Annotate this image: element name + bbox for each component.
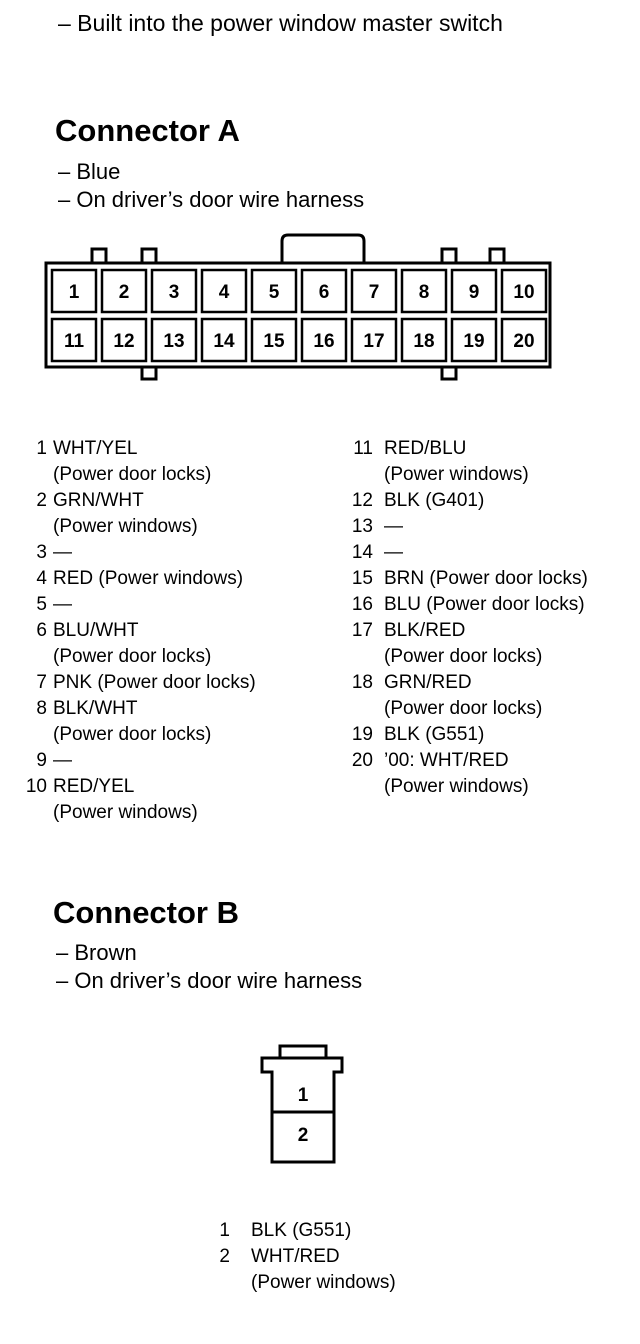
pin-wire: BLK/RED xyxy=(384,620,466,641)
pin-note: (Power door locks) xyxy=(384,646,543,667)
connector-b-lock-tab xyxy=(280,1046,326,1058)
pin-wire: — xyxy=(53,750,72,771)
connector-a-key-top-3 xyxy=(442,249,456,263)
connector-b-diagram xyxy=(240,1040,360,1170)
connector-a-key-top-1 xyxy=(92,249,106,263)
pin-row xyxy=(14,540,256,566)
connector-a-pinout-right xyxy=(340,436,588,800)
pin-note: (Power door locks) xyxy=(53,724,212,745)
pin-row xyxy=(14,774,256,826)
pin-note: (Power windows) xyxy=(384,776,529,797)
pin-wire: RED/YEL xyxy=(53,776,135,797)
pin-row xyxy=(340,618,588,670)
pin-number: 5 xyxy=(36,594,47,615)
pin-row xyxy=(200,1218,396,1244)
pin-note: (Power door locks) xyxy=(53,646,212,667)
pin-number: 17 xyxy=(351,620,373,641)
pin-number: 1 xyxy=(219,1220,230,1241)
pin-number: 11 xyxy=(353,438,373,459)
pin-wire: BLK (G401) xyxy=(384,490,485,511)
connector-b-pinout xyxy=(200,1218,396,1296)
connector-a-key-top-4 xyxy=(490,249,504,263)
pin-row xyxy=(340,514,588,540)
pin-row xyxy=(14,592,256,618)
connector-a-cavity-bottom-label: 12 xyxy=(113,331,135,352)
pin-row xyxy=(340,566,588,592)
pin-row xyxy=(340,488,588,514)
connector-b-cavities xyxy=(298,1085,309,1146)
connector-a-cavity-top-label: 3 xyxy=(168,282,180,303)
connector-a-cavity-top-label: 2 xyxy=(118,282,130,303)
pin-number: 18 xyxy=(351,672,373,693)
connector-b-details xyxy=(56,939,362,995)
connector-a-cavity-top-label: 4 xyxy=(218,282,230,303)
pin-wire: RED (Power windows) xyxy=(53,568,244,589)
pin-wire: — xyxy=(53,594,72,615)
pin-wire: BLU (Power door locks) xyxy=(384,594,585,615)
pin-number: 2 xyxy=(219,1246,230,1267)
pin-number: 16 xyxy=(351,594,373,615)
pin-number: 15 xyxy=(351,568,373,589)
pin-number: 1 xyxy=(36,438,47,459)
pin-wire: — xyxy=(384,516,403,537)
pin-wire: WHT/RED xyxy=(251,1246,340,1267)
connector-a-cavity-bottom-label: 15 xyxy=(263,331,285,352)
connector-b-cavity-label: 1 xyxy=(297,1085,309,1106)
pin-number: 7 xyxy=(36,672,47,693)
pin-wire: BLK (G551) xyxy=(384,724,485,745)
connector-a-cavity-bottom-label: 18 xyxy=(413,331,435,352)
pin-row xyxy=(340,722,588,748)
pin-row xyxy=(14,436,256,488)
connector-a-cavity-bottom-label: 14 xyxy=(213,331,235,352)
connector-a-cavity-top-label: 5 xyxy=(268,282,280,303)
connector-b-location: – On driver’s door wire harness xyxy=(56,968,363,993)
connector-a-cavity-top-label: 9 xyxy=(468,282,480,303)
pin-note: (Power windows) xyxy=(384,464,529,485)
pin-row xyxy=(200,1244,396,1296)
pin-wire: — xyxy=(384,542,403,563)
connector-a-cavity-top-label: 10 xyxy=(513,282,535,303)
pin-wire: GRN/RED xyxy=(384,672,472,693)
pin-number: 6 xyxy=(36,620,47,641)
connector-a-cavity-top-label: 6 xyxy=(318,282,330,303)
pin-wire: RED/BLU xyxy=(384,438,467,459)
pin-note: (Power door locks) xyxy=(384,698,543,719)
connector-a-key-bottom-1 xyxy=(142,367,156,379)
connector-a-cavity-top-label: 1 xyxy=(68,282,80,303)
connector-a-diagram xyxy=(0,225,640,385)
pin-number: 20 xyxy=(351,750,373,771)
pin-wire: BRN (Power door locks) xyxy=(384,568,588,589)
pin-number: 2 xyxy=(36,490,47,511)
pin-note: (Power windows) xyxy=(53,802,198,823)
connector-a-cavities xyxy=(52,270,546,361)
pin-number: 4 xyxy=(36,568,47,589)
pin-number: 19 xyxy=(351,724,373,745)
pin-number: 8 xyxy=(36,698,47,719)
connector-a-cavity-bottom-label: 13 xyxy=(163,331,185,352)
pin-row xyxy=(340,540,588,566)
connector-b-housing xyxy=(262,1058,342,1162)
pin-number: 10 xyxy=(25,776,47,797)
pin-wire: GRN/WHT xyxy=(53,490,144,511)
pin-number: 13 xyxy=(351,516,373,537)
connector-a-cavity-bottom-label: 11 xyxy=(63,331,85,352)
connector-a-title: Connector A xyxy=(55,113,240,148)
pin-number: 9 xyxy=(36,750,47,771)
connector-a-lock-tab xyxy=(282,235,364,263)
pin-row xyxy=(14,670,256,696)
pin-wire: BLU/WHT xyxy=(53,620,139,641)
connector-a-cavity-bottom-label: 16 xyxy=(313,331,335,352)
pin-wire: PNK (Power door locks) xyxy=(53,672,256,693)
connector-a-cavity-bottom-label: 17 xyxy=(363,331,385,352)
pin-number: 3 xyxy=(36,542,47,563)
pin-wire: — xyxy=(53,542,72,563)
connector-a-location: – On driver’s door wire harness xyxy=(58,187,365,212)
connector-a-details xyxy=(58,158,364,214)
pin-note: (Power windows) xyxy=(53,516,198,537)
pin-row xyxy=(14,748,256,774)
pin-row xyxy=(14,566,256,592)
connector-a-cavity-top-label: 7 xyxy=(368,282,380,303)
pin-row xyxy=(340,670,588,722)
pin-number: 12 xyxy=(351,490,373,511)
connector-a-key-bottom-2 xyxy=(442,367,456,379)
connector-b-cavity-label: 2 xyxy=(297,1125,309,1146)
pin-row xyxy=(340,592,588,618)
connector-b-color: – Brown xyxy=(56,940,137,965)
connector-a-key-top-2 xyxy=(142,249,156,263)
pin-wire: BLK (G551) xyxy=(251,1220,352,1241)
connector-a-color: – Blue xyxy=(58,159,121,184)
pin-row xyxy=(14,618,256,670)
connector-b-title: Connector B xyxy=(53,895,239,930)
pin-note: (Power windows) xyxy=(251,1272,396,1293)
pin-wire: WHT/YEL xyxy=(53,438,138,459)
connector-a-cavity-bottom-label: 20 xyxy=(513,331,535,352)
connector-a-cavity-bottom-label: 19 xyxy=(463,331,485,352)
pin-row xyxy=(340,436,588,488)
pin-number: 14 xyxy=(351,542,373,563)
connector-a-cavity-top-label: 8 xyxy=(418,282,430,303)
pin-note: (Power door locks) xyxy=(53,464,212,485)
intro-text: – Built into the power window master switch xyxy=(58,10,503,36)
pin-wire: BLK/WHT xyxy=(53,698,138,719)
connector-a-pinout-left xyxy=(14,436,256,826)
pin-row xyxy=(14,696,256,748)
pin-row xyxy=(340,748,588,800)
pin-row xyxy=(14,488,256,540)
pin-wire: ’00: WHT/RED xyxy=(384,750,509,771)
